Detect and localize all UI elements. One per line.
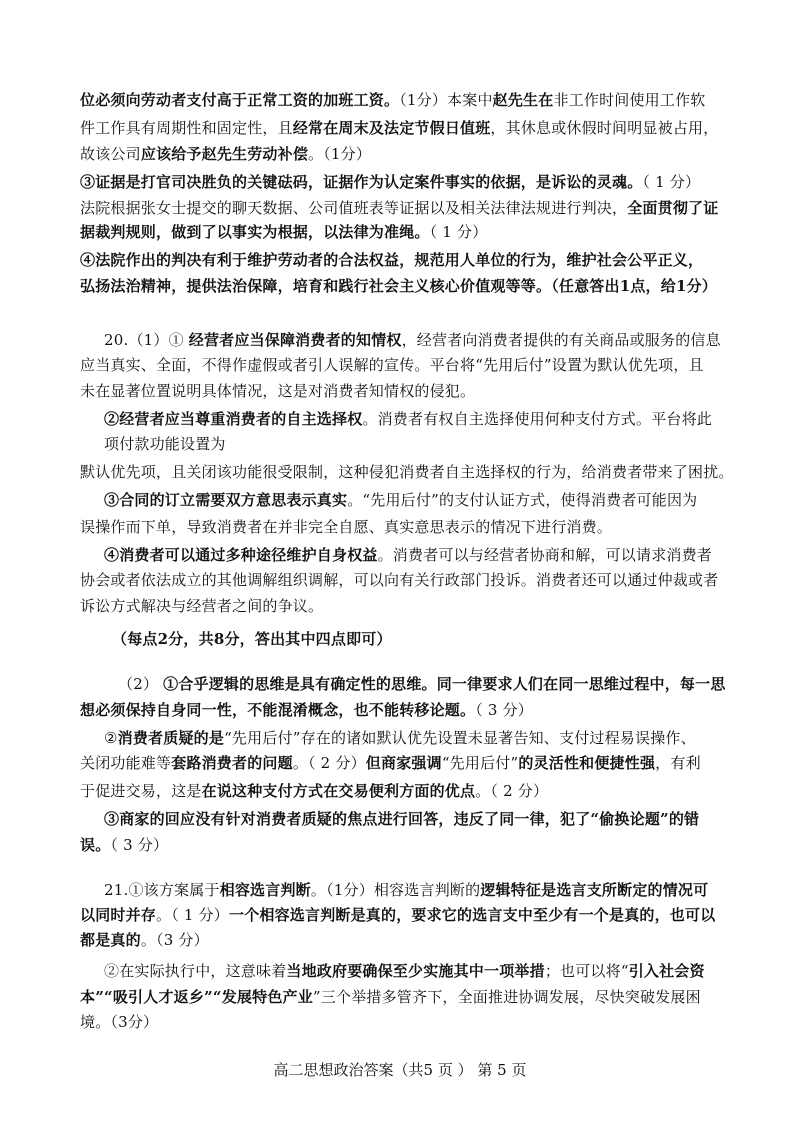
text-segment: 本”“吸引人才返乡”“发展特色产业 xyxy=(80,988,313,1006)
text-line xyxy=(80,987,701,1007)
text-segment: （ 1 分） xyxy=(429,223,488,241)
text-line xyxy=(104,728,696,748)
text-segment: 消费者质疑的是 xyxy=(117,729,225,747)
text-segment: （ 3 分） xyxy=(475,701,533,719)
text-segment: 以同时并存 xyxy=(80,906,157,924)
text-line xyxy=(80,753,701,773)
text-segment: 应该给予赵先生劳动补偿 xyxy=(140,145,309,163)
text-segment: 应当真实、全面，不得作虚假或者引人误解的宣传。平台将“先用后付”设置为默认优先项，且 xyxy=(80,356,704,374)
text-segment: ，其休息或休假时间明显被占用， xyxy=(490,119,719,137)
text-segment: 非工作时间使用工作软 xyxy=(553,91,706,109)
text-segment: 误操作而下单，导致消费者在并非完全自愿、真实意思表示的情况下进行消费。 xyxy=(80,518,613,536)
text-segment: ”三个举措多管齐下，全面推进协调发展，尽快突破发展困 xyxy=(312,988,701,1006)
text-line xyxy=(80,462,734,482)
text-segment: ②在实际执行中，这意味着 xyxy=(104,962,287,980)
text-segment: 经营者应当保障消费者的知情权 xyxy=(188,331,402,349)
text-segment: 赵先生在 xyxy=(492,91,554,109)
text-segment: 协会或者依法成立的其他调解组织调解，可以向有关行政部门投诉。消费者还可以通过仲裁或者 xyxy=(80,571,719,589)
text-line xyxy=(80,700,533,720)
text-segment: 故该公司 xyxy=(80,145,141,163)
text-line xyxy=(80,1012,158,1032)
text-segment: ② xyxy=(104,729,118,747)
text-line xyxy=(80,90,705,110)
page-footer: 高二思想政治答案（共5 页 ） 第 5 页 xyxy=(273,1061,527,1079)
text-line xyxy=(80,570,718,590)
text-line xyxy=(104,490,697,510)
text-line xyxy=(104,961,705,981)
text-segment: 。“先用后付”的支付认证方式，使得消费者可能因为 xyxy=(347,491,698,509)
text-line xyxy=(80,517,612,537)
text-line xyxy=(112,629,392,649)
text-line xyxy=(80,144,371,164)
text-segment: 当地政府要确保至少实施其中一项举措 xyxy=(286,962,545,980)
text-segment: 。（ 2 分） xyxy=(292,754,366,772)
text-segment: ③证据是打官司决胜负的关键砝码，证据作为认定案件事实的依据，是诉讼的灵魂。 xyxy=(80,173,643,191)
text-segment: （1分）本案中 xyxy=(399,91,493,109)
text-line xyxy=(104,880,708,900)
text-segment: 都是真的 xyxy=(80,931,141,949)
text-line xyxy=(80,930,209,950)
text-segment: 。（1分）相容选言判断的 xyxy=(310,881,481,899)
text-line xyxy=(80,250,703,270)
text-segment: 引入社会资 xyxy=(628,962,705,980)
text-segment: ③合同的订立需要双方意思表示真实 xyxy=(104,491,348,509)
text-segment: ①合乎逻辑的思维是具有确定性的思维。同一律要求人们在同一思维过程中，每一思 xyxy=(163,675,726,693)
text-segment: 一个相容选言判断是真的，要求它的选言支中至少有一个是真的，也可以 xyxy=(229,906,716,924)
text-segment: 项付款功能设置为 xyxy=(104,435,226,453)
text-segment: 误。 xyxy=(80,836,111,854)
text-line xyxy=(104,545,712,565)
text-segment: 。（1分） xyxy=(308,145,372,163)
text-segment: 未在显著位置说明具体情况，这是对消费者知情权的侵犯。 xyxy=(80,382,476,400)
text-segment: 经常在周末及法定节假日值班 xyxy=(292,119,491,137)
text-segment: 21.①该方案属于 xyxy=(104,881,220,899)
text-segment: （每点2分，共8分，答出其中四点即可） xyxy=(112,630,392,648)
text-segment: 想必须保持自身同一性，不能混淆概念，也不能转移论题。 xyxy=(80,701,476,719)
text-line xyxy=(80,276,717,296)
text-segment: 据裁判规则，做到了以事实为根据，以法律为准绳。 xyxy=(80,223,430,241)
text-segment: 弘扬法治精神，提供法治保障，培育和践行社会主义核心价值观等等。（任意答出1点，给1分） xyxy=(80,277,717,295)
text-segment: 法院根据张女士提交的聊天数据、公司值班表等证据以及相关法律法规进行判决， xyxy=(80,199,628,217)
text-segment: 20.（1）① xyxy=(104,331,189,349)
text-segment: 。消费者有权自主选择使用何种支付方式。平台将此 xyxy=(362,410,713,428)
text-line xyxy=(80,222,487,242)
text-segment: 但商家强调 xyxy=(365,754,442,772)
text-segment: ，有利 xyxy=(655,754,701,772)
text-segment: “先用后付”存在的诸如默认优先设置未显著告知、支付过程易误操作、 xyxy=(224,729,696,747)
text-segment: 。（ 1 分） xyxy=(156,906,229,924)
text-segment: 全面贯彻了证 xyxy=(627,199,719,217)
text-segment: ，经营者向消费者提供的有关商品或服务的信息 xyxy=(401,331,721,349)
text-line xyxy=(80,905,715,925)
text-line xyxy=(104,809,699,829)
text-segment: 。（ 2 分） xyxy=(475,782,549,800)
text-segment: 逻辑特征是选言支所断定的情况可 xyxy=(480,881,709,899)
text-segment: 套路消费者的问题 xyxy=(171,754,293,772)
text-segment: （2） xyxy=(118,675,164,693)
text-segment: （ 1 分） xyxy=(642,173,701,191)
text-line xyxy=(80,835,168,855)
text-segment: ③商家的回应没有针对消费者质疑的焦点进行回答，违反了同一律，犯了“偷换论题”的错 xyxy=(104,810,700,828)
text-segment: 位必须向劳动者支付高于正常工资的加班工资。 xyxy=(80,91,400,109)
text-segment: “先用后付” xyxy=(441,754,519,772)
text-line xyxy=(80,781,548,801)
text-line xyxy=(80,198,718,218)
text-segment: ；也可以将“ xyxy=(544,962,629,980)
text-line xyxy=(118,674,726,694)
text-segment: ④法院作出的判决有利于维护劳动者的合法权益，规范用人单位的行为，维护社会公平正义， xyxy=(80,251,704,269)
text-segment: 境。（3分） xyxy=(80,1013,159,1031)
text-line xyxy=(104,434,226,454)
text-line xyxy=(80,381,475,401)
text-line xyxy=(80,172,700,192)
text-line xyxy=(80,118,718,138)
text-segment: 。消费者可以与经营者协商和解，可以请求消费者 xyxy=(377,546,713,564)
text-line xyxy=(104,330,721,350)
text-segment: 。（3 分） xyxy=(140,931,209,949)
text-segment: 默认优先项，且关闭该功能很受限制，这种侵犯消费者自主选择权的行为，给消费者带来了困扰。 xyxy=(80,463,734,481)
text-segment: 件工作具有周期性和固定性，且 xyxy=(80,119,293,137)
text-line xyxy=(80,355,704,375)
text-segment: 诉讼方式解决与经营者之间的争议。 xyxy=(80,597,324,615)
text-line xyxy=(80,596,323,616)
text-segment: （ 3 分） xyxy=(110,836,169,854)
text-segment: 于促进交易，这是 xyxy=(80,782,202,800)
text-segment: ②经营者应当尊重消费者的自主选择权 xyxy=(104,410,363,428)
text-segment: 在说这种支付方式在交易便利方面的优点 xyxy=(201,782,476,800)
text-segment: 相容选言判断 xyxy=(219,881,311,899)
text-segment: 的灵活性和便捷性强 xyxy=(518,754,656,772)
text-segment: 关闭功能难等 xyxy=(80,754,172,772)
text-segment: ④消费者可以通过多种途径维护自身权益 xyxy=(104,546,378,564)
text-line xyxy=(104,409,712,429)
